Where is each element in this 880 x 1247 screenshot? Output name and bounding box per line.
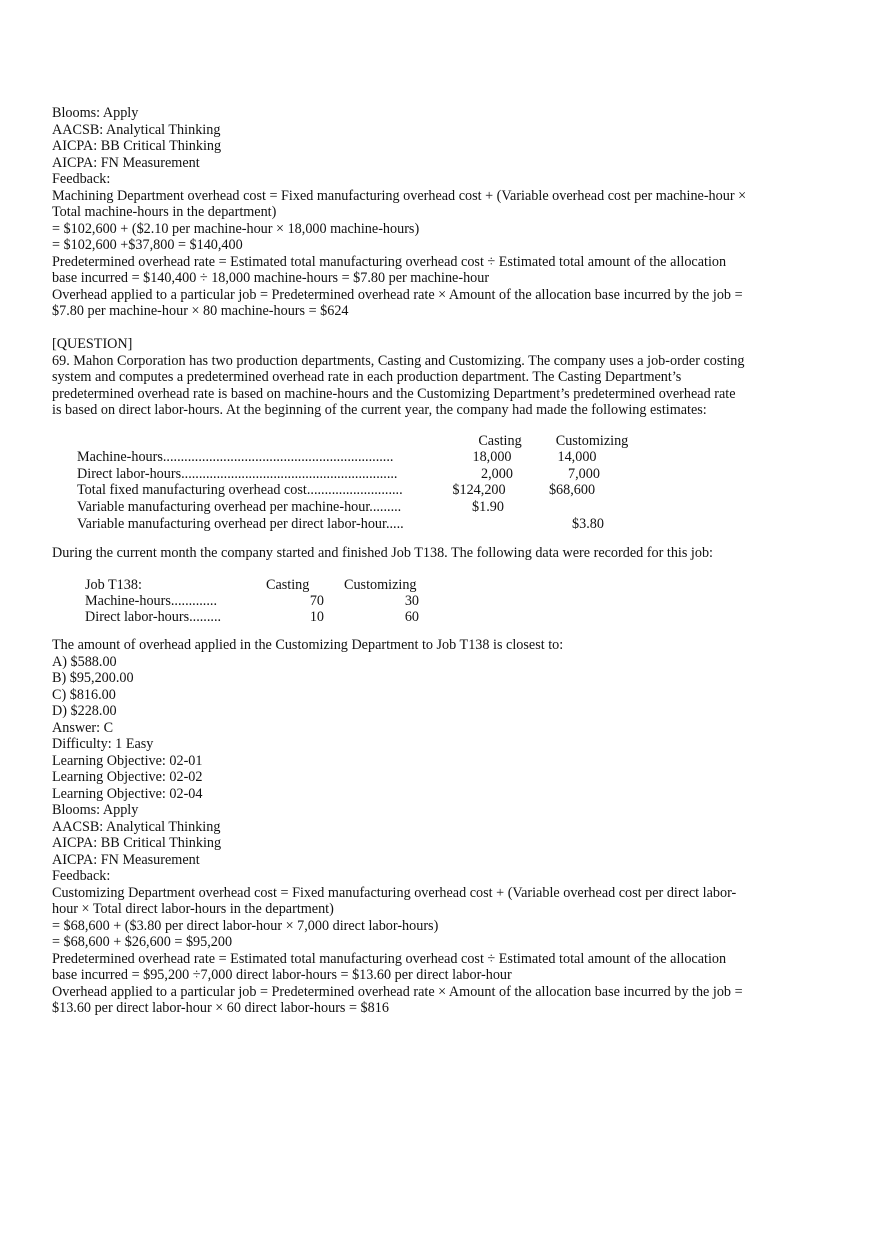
- feedback-line: Machining Department overhead cost = Fixed manufacturing overhead cost + (Variable overhead cost per machine-hour ×: [52, 187, 747, 204]
- estimates-col-customizing: Customizing: [555, 432, 629, 449]
- job-row: [52, 593, 772, 610]
- job-col-customizing: Customizing: [344, 577, 417, 593]
- estimates-customizing-value: $68,600: [548, 481, 596, 498]
- job-title: Job T138:: [85, 577, 142, 593]
- estimates-customizing-value: $3.80: [572, 515, 604, 532]
- choice-d: D) $228.00: [52, 703, 117, 719]
- previous-feedback-block: [52, 105, 772, 320]
- job-col-casting: Casting: [266, 577, 310, 593]
- feedback-line: hour × Total direct labor-hours in the department): [52, 901, 334, 917]
- job-intro-text: During the current month the company started and finished Job T138. The following data were recorded for this job:: [52, 544, 713, 561]
- question-block: [52, 336, 772, 419]
- estimates-casting-value: $1.90: [472, 498, 504, 515]
- learning-objective-line: Learning Objective: 02-01: [52, 752, 203, 769]
- job-header: [52, 577, 772, 594]
- question-text-line: system and computes a predetermined overhead rate in each production department. The Casting Department’s: [52, 369, 682, 385]
- estimates-row: [52, 499, 772, 516]
- job-casting-value: 70: [309, 593, 324, 609]
- choice-b: B) $95,200.00: [52, 670, 134, 686]
- estimates-casting-value: 18,000: [472, 448, 512, 465]
- question-tag: [QUESTION]: [52, 336, 133, 352]
- estimates-row-label: Variable manufacturing overhead per direct labor-hour.....: [77, 515, 404, 532]
- estimates-customizing-value: 14,000: [557, 448, 597, 465]
- estimates-row: [52, 516, 772, 533]
- aicpa-bb-line: AICPA: BB Critical Thinking: [52, 138, 222, 154]
- learning-objective-line: Learning Objective: 02-04: [52, 785, 203, 802]
- feedback-line: $7.80 per machine-hour × 80 machine-hours = $624: [52, 303, 349, 319]
- feedback-line: = $102,600 +$37,800 = $140,400: [52, 237, 243, 253]
- aacsb-line: AACSB: Analytical Thinking: [52, 818, 221, 835]
- aicpa-fn-line: AICPA: FN Measurement: [52, 154, 200, 171]
- learning-objective-line: Learning Objective: 02-02: [52, 769, 203, 785]
- choice-c: C) $816.00: [52, 686, 116, 703]
- estimates-col-casting: Casting: [478, 432, 522, 449]
- blooms-line: Blooms: Apply: [52, 105, 139, 121]
- blooms-line: Blooms: Apply: [52, 802, 139, 818]
- feedback-line: Total machine-hours in the department): [52, 204, 277, 220]
- estimates-header: [52, 433, 772, 450]
- estimates-row-label: Total fixed manufacturing overhead cost...........................: [77, 481, 403, 498]
- feedback-line: Customizing Department overhead cost = Fixed manufacturing overhead cost + (Variable overhead cost per direct labor-: [52, 884, 737, 901]
- job-table: [52, 577, 772, 627]
- feedback-line: Overhead applied to a particular job = Predetermined overhead rate × Amount of the allocation base incurred by the job =: [52, 983, 743, 1000]
- page-content: [52, 105, 772, 1017]
- job-row-label: Direct labor-hours.........: [85, 609, 222, 625]
- feedback-line: Predetermined overhead rate = Estimated total manufacturing overhead cost ÷ Estimated total amount of the allocation: [52, 253, 727, 270]
- question-prompt: The amount of overhead applied in the Customizing Department to Job T138 is closest to:: [52, 637, 564, 653]
- feedback-label: Feedback:: [52, 868, 111, 884]
- feedback-line: = $68,600 + ($3.80 per direct labor-hour × 7,000 direct labor-hours): [52, 917, 439, 934]
- job-row-label: Machine-hours.............: [85, 593, 217, 609]
- estimates-row-label: Direct labor-hours.............................................................: [77, 465, 398, 482]
- job-row: [52, 609, 772, 626]
- question-text-line: predetermined overhead rate is based on machine-hours and the Customizing Department’s predetermined overhead rate: [52, 385, 736, 402]
- feedback-line: Overhead applied to a particular job = Predetermined overhead rate × Amount of the allocation base incurred by the job =: [52, 286, 743, 303]
- estimates-row-label: Machine-hours.................................................................: [77, 448, 394, 465]
- difficulty-line: Difficulty: 1 Easy: [52, 736, 154, 752]
- aicpa-bb-line: AICPA: BB Critical Thinking: [52, 835, 222, 851]
- feedback-line: base incurred = $140,400 ÷ 18,000 machine-hours = $7.80 per machine-hour: [52, 270, 490, 286]
- estimates-table: [52, 433, 772, 533]
- estimates-row-label: Variable manufacturing overhead per machine-hour.........: [77, 498, 402, 515]
- estimates-casting-value: $124,200: [452, 481, 506, 498]
- aicpa-fn-line: AICPA: FN Measurement: [52, 851, 200, 868]
- estimates-casting-value: 2,000: [481, 465, 513, 482]
- choice-a: A) $588.00: [52, 653, 117, 670]
- feedback-line: base incurred = $95,200 ÷7,000 direct labor-hours = $13.60 per direct labor-hour: [52, 967, 512, 983]
- job-customizing-value: 30: [404, 593, 419, 609]
- question-text-line: is based on direct labor-hours. At the beginning of the current year, the company had made the following estimates:: [52, 402, 707, 418]
- feedback-line: = $68,600 + $26,600 = $95,200: [52, 934, 233, 950]
- question-text-line: 69. Mahon Corporation has two production departments, Casting and Customizing. The company uses a job-order costing: [52, 352, 745, 369]
- job-casting-value: 10: [309, 609, 324, 625]
- aacsb-line: AACSB: Analytical Thinking: [52, 121, 221, 138]
- answer-line: Answer: C: [52, 719, 114, 736]
- estimates-row: [52, 482, 772, 499]
- feedback-line: = $102,600 + ($2.10 per machine-hour × 18,000 machine-hours): [52, 220, 420, 237]
- feedback-label: Feedback:: [52, 171, 111, 187]
- job-customizing-value: 60: [404, 609, 419, 625]
- answer-feedback-block: [52, 637, 772, 1017]
- estimates-row: [52, 466, 772, 483]
- feedback-line: Predetermined overhead rate = Estimated total manufacturing overhead cost ÷ Estimated total amount of the allocation: [52, 950, 727, 967]
- estimates-customizing-value: 7,000: [568, 465, 600, 482]
- estimates-row: [52, 449, 772, 466]
- feedback-line: $13.60 per direct labor-hour × 60 direct labor-hours = $816: [52, 1000, 389, 1016]
